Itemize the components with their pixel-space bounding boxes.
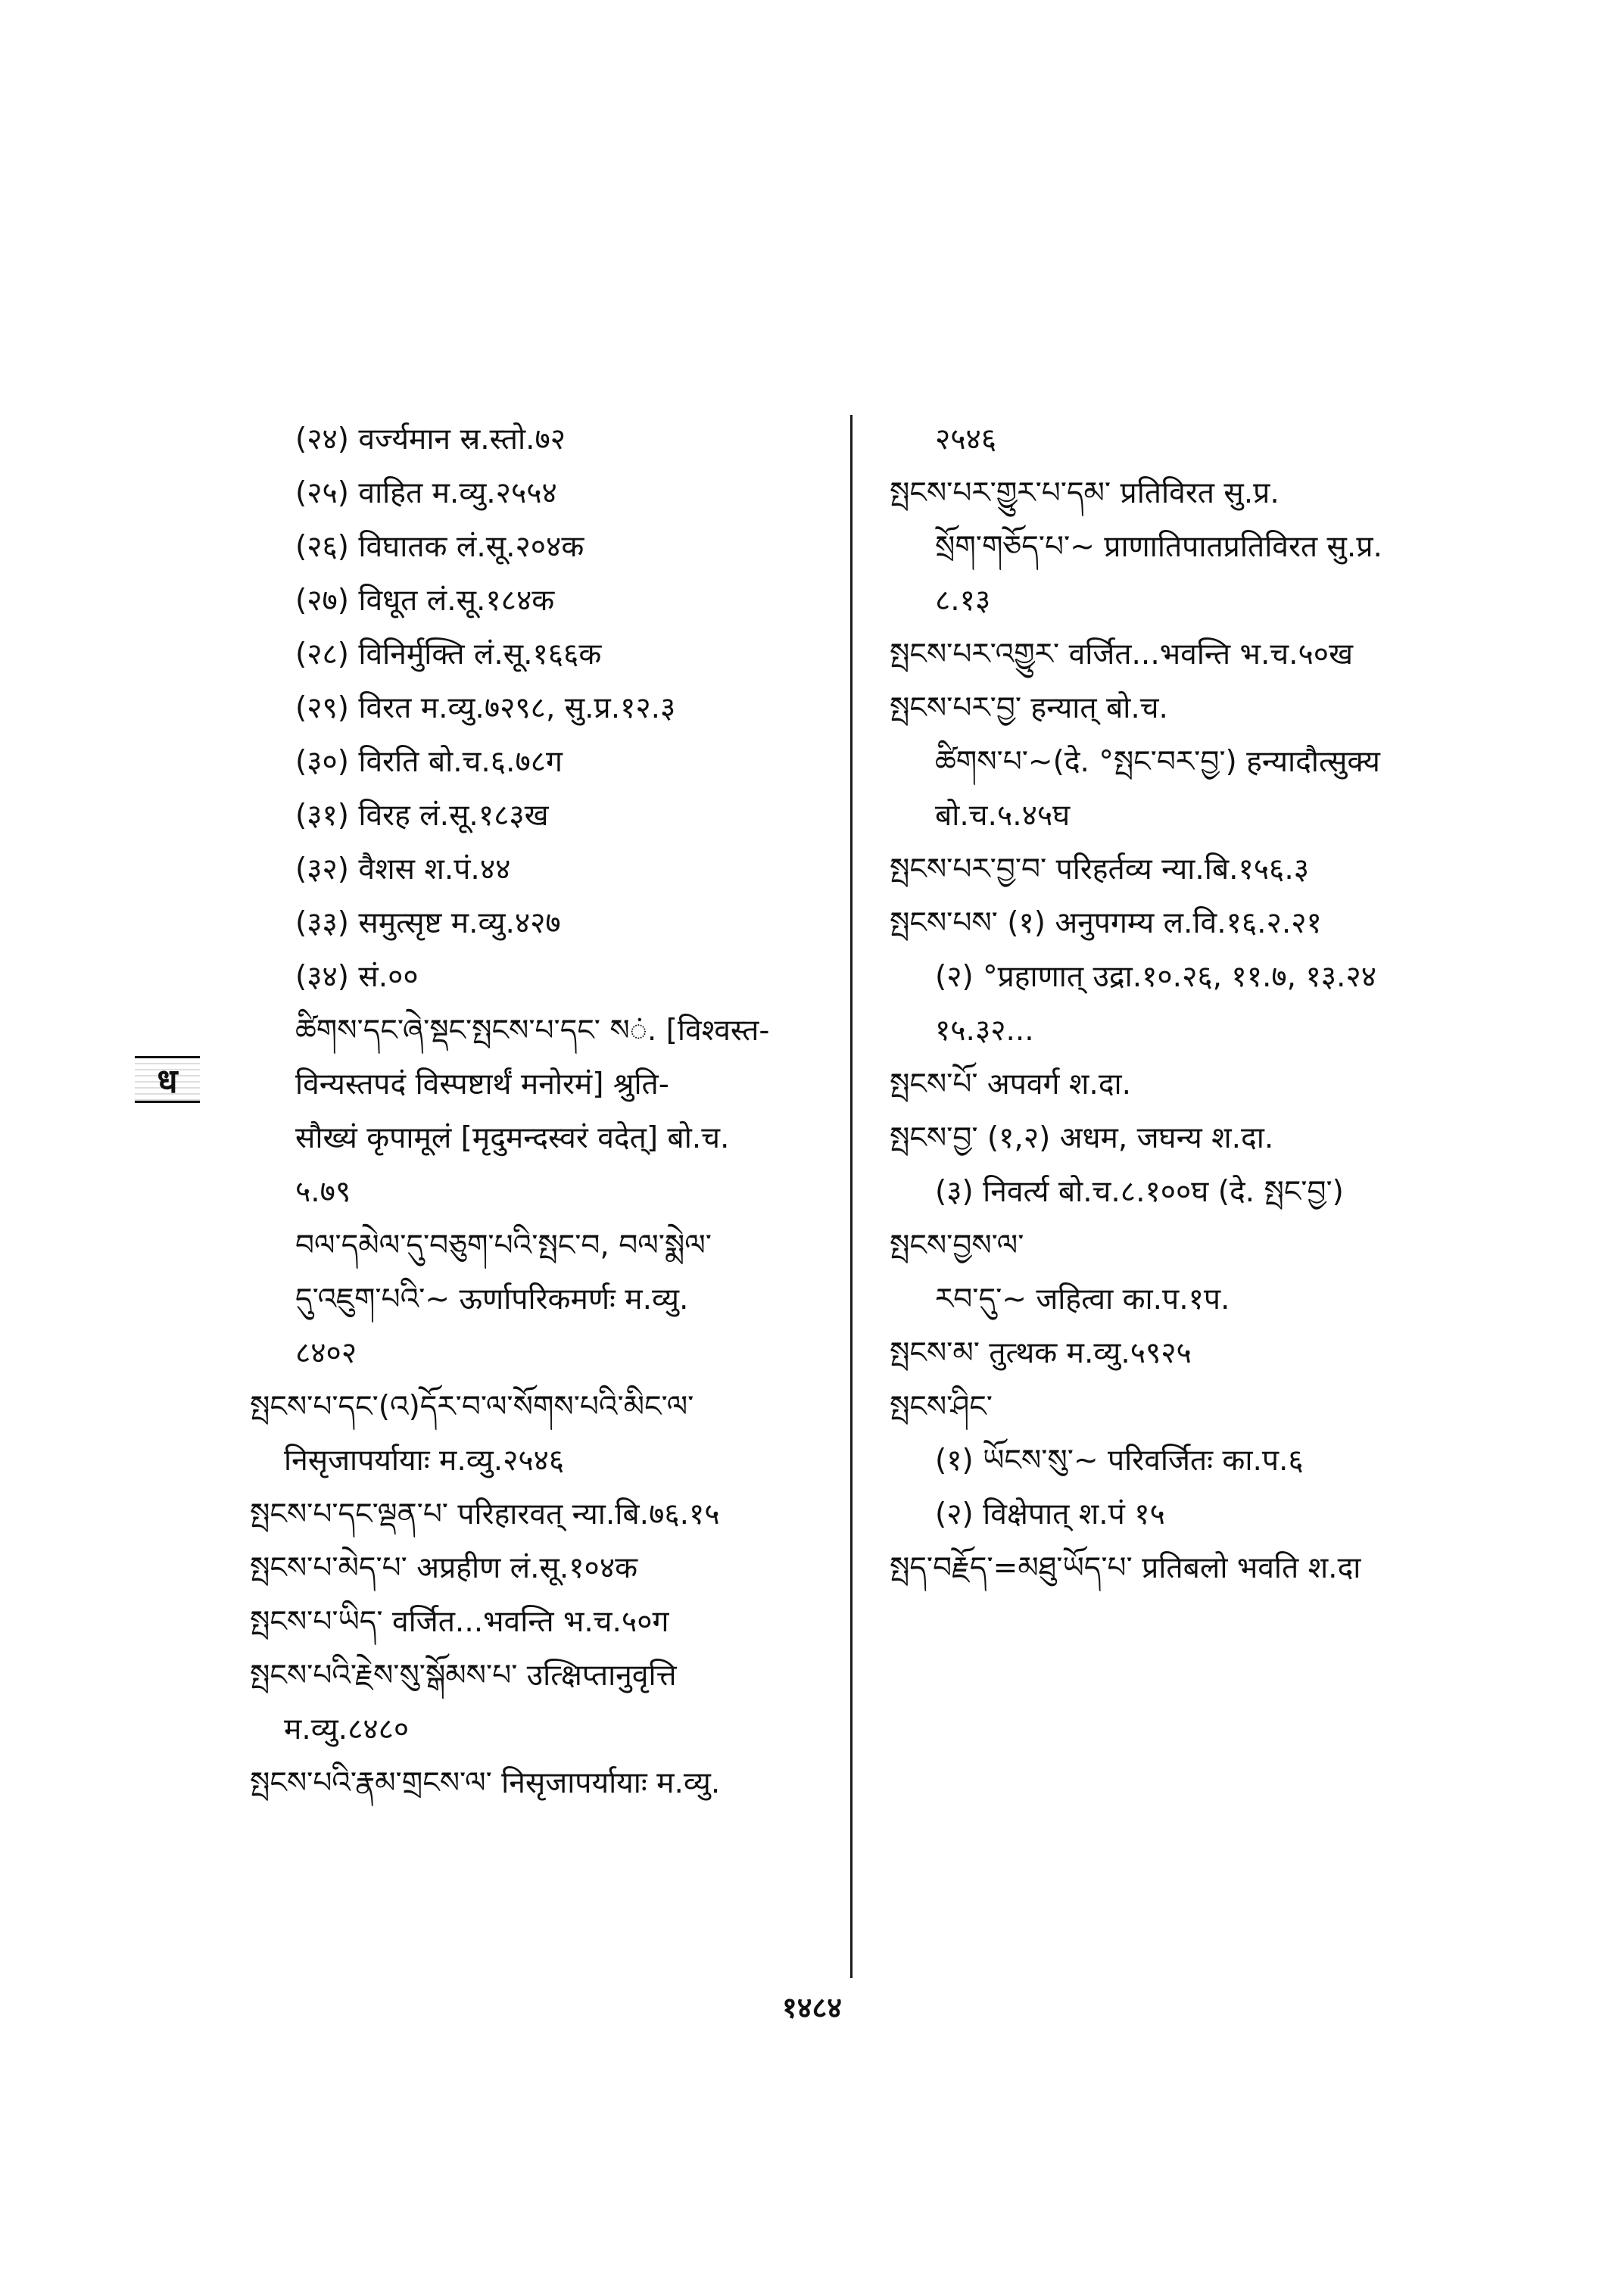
- dictionary-entry-line: དུ་འཇུག་པའི་~ ऊर्णापरिकमर्णः म.व्यु.: [295, 1282, 689, 1316]
- dictionary-entry-line: སྤངས་པ་ཡིད་ वर्जित...भवन्ति भ.च.५०ग: [250, 1605, 669, 1639]
- dictionary-entry-line: ८.१३: [935, 584, 991, 618]
- dictionary-entry-line: ཚིགས་དང་ཞེ་སྡང་སྤངས་པ་དང་ སं. [विश्वस्त-: [295, 1014, 770, 1048]
- dictionary-entry-line: སྤངས་པར་འགྱུར་ वर्जित...भवन्ति भ.च.५०ख: [890, 637, 1353, 671]
- page-number: १४८४: [781, 1991, 843, 2024]
- dictionary-entry-line: ཚིགས་པ་~(दे. °སྤང་བར་བྱ་) हन्यादौत्सुक्य: [935, 745, 1380, 779]
- dictionary-entry-line: (३१) विरह लं.सू.१८३ख: [295, 799, 549, 833]
- dictionary-entry-line: སྤངས་བྱས་ལ་: [890, 1229, 1024, 1263]
- dictionary-entry-line: རབ་དུ་~ जहित्वा का.प.१प.: [935, 1282, 1230, 1316]
- dictionary-entry-line: (२९) विरत म.व्यु.७२९८, सु.प्र.१२.३: [295, 691, 676, 725]
- dictionary-entry-line: (२६) विघातक लं.सू.२०४क: [295, 530, 584, 564]
- dictionary-entry-line: (३०) विरति बो.च.६.७८ग: [295, 745, 563, 779]
- right-column: [890, 413, 1495, 1595]
- dictionary-entry-line: (२) °प्रहाणात् उद्रा.१०.२६, ११.७, १३.२४: [935, 960, 1376, 994]
- dictionary-entry-line: बो.च.५.४५घ: [935, 799, 1071, 833]
- column-divider: [850, 415, 853, 1978]
- dictionary-entry-line: (२८) विनिर्मुक्ति लं.सू.१६६क: [295, 637, 602, 671]
- dictionary-entry-line: (२५) वाहित म.व्यु.२५५४: [295, 476, 557, 510]
- dictionary-entry-line: བལ་དམེལ་དུ་བཅུག་པའི་སྤང་བ, བལ་སྨེལ་: [295, 1229, 712, 1263]
- dictionary-entry-line: ८४०२: [295, 1336, 357, 1370]
- dictionary-entry-line: म.व्यु.८४८०: [284, 1712, 410, 1746]
- dictionary-entry-line: སྤད་བརྗོད་=མཐུ་ཡོད་པ་ प्रतिबलो भवति श.दा: [890, 1551, 1361, 1585]
- thumb-index-letter: ध: [157, 1062, 178, 1101]
- dictionary-entry-line: སྤངས་པ་དང་ལྡན་པ་ परिहारवत् न्या.बि.७६.१५: [250, 1497, 720, 1531]
- dictionary-entry-line: སྤངས་ཤིང་: [890, 1390, 993, 1424]
- dictionary-entry-line: (१) ཡོངས་སུ་~ परिवर्जितः का.प.६: [935, 1444, 1304, 1478]
- dictionary-entry-line: ५.७९: [295, 1175, 351, 1209]
- dictionary-entry-line: (३४) सं.००: [295, 960, 419, 994]
- dictionary-entry-line: སྤངས་པར་གྱུར་པ་དམ་ प्रतिविरत सु.प्र.: [890, 476, 1280, 510]
- dictionary-entry-line: སྤངས་པས་ (१) अनुपगम्य ल.वि.१६.२.२१: [890, 906, 1322, 940]
- dictionary-entry-line: विन्यस्तपदं विस्पष्टार्थं मनोरमं] श्रुति-: [295, 1067, 669, 1101]
- dictionary-entry-line: སྤངས་པ་དང་(འ)དོར་བ་ལ་སོགས་པའི་མིང་ལ་: [250, 1390, 694, 1424]
- dictionary-entry-line: १५.३२...: [935, 1014, 1034, 1048]
- dictionary-entry-line: (२४) वर्ज्यमान स्र.स्तो.७२: [295, 422, 566, 456]
- dictionary-entry-line: སྤངས་པའི་རྗེས་སུ་སྒོམས་པ་ उत्क्षिप्तानुवृत्ति: [250, 1659, 677, 1693]
- dictionary-entry-line: སྤངས་པ་མེད་པ་ अप्रहीण लं.सू.१०४क: [250, 1551, 638, 1585]
- left-column: [250, 413, 833, 1810]
- dictionary-entry-line: (२) विक्षेपात् श.पं १५: [935, 1497, 1165, 1531]
- dictionary-entry-line: སྤངས་པོ་ अपवर्ग श.दा.: [890, 1067, 1132, 1101]
- dictionary-entry-line: སྤངས་མ་ तुत्थक म.व्यु.५९२५: [890, 1336, 1192, 1370]
- dictionary-entry-line: སྤངས་པར་བྱ་ हन्यात् बो.च.: [890, 691, 1168, 725]
- dictionary-entry-line: སྤངས་པའི་རྣམ་གྲངས་ལ་ निसृजापर्यायाः म.व्यु.: [250, 1766, 721, 1800]
- thumb-index-tab: [135, 1056, 200, 1103]
- dictionary-entry-line: (३) निवर्त्य बो.च.८.१००घ (दे. སྤང་བྱ་): [935, 1175, 1344, 1209]
- dictionary-entry-line: སྲོག་གཅོད་པ་~ प्राणातिपातप्रतिविरत सु.प्र.: [935, 530, 1382, 564]
- dictionary-entry-line: (३३) समुत्सृष्ट म.व्यु.४२७: [295, 906, 561, 940]
- dictionary-entry-line: (२७) विधूत लं.सू.१८४क: [295, 584, 555, 618]
- dictionary-entry-line: निसृजापर्यायाः म.व्यु.२५४६: [284, 1444, 565, 1478]
- dictionary-entry-line: (३२) वैशस श.पं.४४: [295, 852, 511, 886]
- dictionary-entry-line: सौख्यं कृपामूलं [मृदुमन्दस्वरं वदेत्] बो.च.: [295, 1121, 730, 1155]
- dictionary-entry-line: སྤངས་པར་བྱ་བ་ परिहर्तव्य न्या.बि.१५६.३: [890, 852, 1310, 886]
- dictionary-entry-line: २५४६: [935, 422, 997, 456]
- dictionary-entry-line: སྤངས་བྱ་ (१,२) अधम, जघन्य श.दा.: [890, 1121, 1274, 1155]
